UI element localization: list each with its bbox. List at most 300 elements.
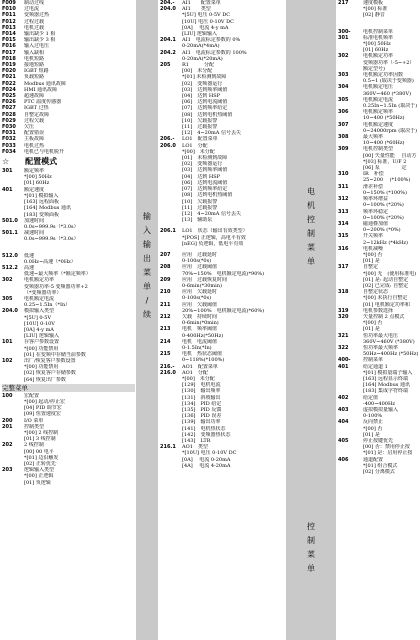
parameter-option: [09] 恒置速度宏 [24,411,61,418]
parameter-option: [01] 在变频中存储当前参数 [24,351,86,358]
parameter-name: 配置错误 [24,130,45,137]
parameter-option: 额定型号) [363,65,385,72]
parameter-option: *[01] 模拟输入 [24,192,59,199]
parameter-option: 360V~460 (*380V) [363,90,412,97]
parameter-code: 305 [338,96,349,103]
parameter-name: 电机 热状态阈值 [182,351,223,358]
parameter-name: 停止按键优先 [363,438,394,445]
vertical-label-char: 控 [307,215,315,224]
parameter-option: [00] 未分配 [182,68,213,75]
parameter-option: *[01] 未检测到故障 [182,74,227,81]
parameter-code: 309 [338,146,349,153]
parameter-name: I/O 菜单 [24,417,44,424]
parameter-option: [02] 正转优先 [24,461,56,468]
parameter-name: 接地短路 [24,62,45,69]
parameter-option: [143] LTR [182,438,211,445]
vertical-label-char: 电 [307,187,315,196]
parameter-code: 406 [338,456,349,463]
parameter-name: 加速时间 [24,217,45,224]
parameter-option: 0-6min(*30min) [182,282,222,289]
parameter-name: 出厂/恢复客户参数设置 [24,357,76,364]
parameter-option: [131] 斜坡输出 [182,394,221,401]
parameter-option: *[00] 起动/停止宏 [24,398,66,405]
parameter-option: [01] 60Hz [24,180,50,187]
parameter-name: 滑差补偿 [363,183,384,190]
parameter-name: HMI 通讯故障 [24,86,58,93]
parameter-name: 标准电机频率 [363,34,394,41]
vertical-label-char: 输 [143,240,151,249]
vertical-label-char: / [145,296,149,305]
parameter-option: [04] PID 调节宏 [24,405,62,412]
parameter-option: [02] 已完成: 自整定 [363,282,409,289]
parameter-code: 512.0 [2,252,18,259]
parameter-name: AO1 分配 [182,369,208,376]
parameter-option: *[00] 未分配 [182,375,215,382]
vertical-label-char: 菜 [307,550,315,559]
vertical-label-char: 制 [307,229,315,238]
parameter-option: 0-400Hz(*50Hz) [182,332,224,339]
parameter-name: 电机额定电流 [24,295,55,302]
parameter-code: F021 [2,74,16,81]
parameter-option: 0-20mA(*20mA) [182,55,223,62]
parameter-option: [LIU] 逻辑输入 [24,333,60,340]
parameter-name: 自整定 [363,264,379,271]
parameter-name: 电机额定功率 [24,277,55,284]
parameter-name: 电机额定功率因数 [363,72,404,79]
parameter-option: [129] 电机电流 [182,382,221,389]
parameter-name: 电机额定电压 [363,84,394,91]
parameter-option: 0-100s(*0s) [182,295,212,302]
parameter-name: 反向禁止 [363,419,384,426]
parameter-option: *[5U] 电压 0-5V DC [182,12,231,19]
parameter-option: [163] 远程显示终端 [363,375,409,382]
parameter-code: F026 [2,99,16,106]
parameter-option: [02] 恢复客户存储参数 [24,370,76,377]
parameter-option: [10U] 电压 0-10V DC [182,18,234,25]
parameter-code: 212 [160,313,171,320]
parameter-option: 低速~最大频率（*额定频率） [24,271,91,278]
parameter-code: 305 [2,295,13,302]
parameter-name: 输入过电压 [24,43,50,50]
parameter-name: AI1 配置菜单 [182,0,221,6]
parameter-name: 输出缺少 1 相 [24,31,56,38]
parameter-name: 额定频率 [24,168,45,175]
vertical-label-char: 控 [307,522,315,531]
parameter-code: 401 [2,186,13,193]
parameter-code: 101 [2,339,13,346]
parameter-code: 213 [160,326,171,333]
parameter-option: 0-6min(*0min) [182,320,219,327]
parameter-code: F029 [2,117,16,124]
parameter-option: 0~200% (*0%) [363,227,401,234]
parameter-option: *[00] 否 [363,425,383,432]
parameter-code: 206.1 [160,228,176,235]
parameter-name: 电机额定频率 [363,109,394,116]
parameter-option: [164] Modbus 通讯 [363,382,410,389]
parameter-option: 0-100% [363,413,383,420]
parameter-code: 302 [338,53,349,60]
parameter-name: 高速 [24,264,35,271]
parameter-name: 过程欠载 [24,117,45,124]
parameter-option: *[00] 正逻辑 [24,473,54,480]
parameter-name: 开关频率 [363,233,384,240]
parameter-name: 最大频率 [363,134,384,141]
parameter-option: [141] 电机热状态 [182,425,226,432]
parameter-option: [135] PID 反馈 [182,407,222,413]
parameter-code: 102 [2,357,13,364]
parameter-name: 电机额定速度 [363,121,394,128]
parameter-option: *[00] 功能禁用 [24,364,59,371]
parameter-code: 207 [160,251,171,258]
parameter-name: 过程过载 [24,18,45,25]
parameter-code: 403 [338,407,349,413]
parameter-code: 316 [338,245,349,252]
parameter-code: F011 [2,12,16,19]
parameter-option: [LIU] 逻辑输入 [182,31,218,38]
parameter-option: *[00] 功能禁用 [24,345,59,352]
parameter-option: [134] PID 给定 [182,400,222,407]
parameter-option: *[01] 是：启用停止按 [363,450,413,457]
parameter-option: [01] 是 [363,431,380,438]
parameter-code: F022 [2,80,16,87]
parameter-option: [00] 00 电平 [24,448,54,455]
parameter-option: [04] 达到 HSP [182,173,221,180]
parameter-name: 虚拟模拟量输入 [363,407,399,413]
vertical-label-char: 续 [143,310,151,319]
vertical-label-char: 制 [307,536,315,545]
parameter-code: 204.0 [160,6,176,13]
parameter-option: *[00] 未执行自整定 [363,295,408,302]
motor-control-menu-vertical-label [305,185,317,269]
parameter-code: 306 [338,109,349,116]
parameter-option: *[00] 标准 [363,6,388,13]
parameter-option: *[01] 边沿触发 [24,454,59,461]
parameter-name: 负载短路 [24,74,45,81]
parameter-code: F010 [2,6,16,13]
parameter-option: [01] 60Hz [363,47,389,54]
parameter-name: 自整定状态 [363,289,389,296]
parameter-code: 311 [338,183,349,190]
parameter-option: [13] 辅助泵 [182,217,213,224]
parameter-name: 电机 电流阈值 [182,338,218,345]
parameter-name: 控制菜单 [363,357,384,364]
parameter-code: 300- [338,28,351,35]
parameter-code: F012 [2,18,16,25]
parameter-code: 301 [338,34,349,41]
parameter-option: [01] 电机额定功率和 [363,301,410,308]
vertical-label-char: 单 [307,257,315,266]
parameter-code: F031 [2,130,16,137]
parameter-name: 减速时间 [24,230,45,237]
parameter-name: 低速 [24,252,35,259]
parameter-option: [08] 达到电机热阈值 [182,192,233,199]
parameter-code: 217 [338,0,349,6]
parameter-option: [06] 达到电流阈值 [182,99,228,106]
parameter-option: *[5U] 0-5V [24,314,52,321]
parameter-code: 204.2 [160,49,176,56]
control-menu-vertical-label [305,520,317,576]
parameter-name: 电机过热 [24,142,45,149]
parameter-option: 变频器功率（-5~+2） [363,59,415,66]
parameter-option: 360V~460V (*380V) [363,338,415,345]
parameter-name: 欠压 [24,124,35,131]
parameter-code: 200 [2,417,13,424]
parameter-name: 通道配置 [363,456,384,463]
parameter-code: 313 [338,208,349,215]
parameter-code: 204.- [160,0,175,6]
parameter-option: 50Hz~400Hz (*50Hz) [363,351,418,358]
parameter-option: 2~12kHz (*4kHz) [363,239,408,246]
parameter-option: [139] 输出功率 [182,419,221,426]
parameter-code: 204.0 [2,308,18,315]
parameter-option: [03] 达到频率阈值 [182,167,228,174]
parameter-option: 0.0s~999.9s（*3.0s） [24,236,79,243]
parameter-code: F018 [2,55,16,62]
parameter-name: 应用 过载阈值 [182,264,218,271]
parameter-option: [08] 达到电机热阈值 [182,111,233,118]
parameter-option: [03] 达到频率阈值 [182,86,228,93]
vertical-label-char: 单 [143,282,151,291]
parameter-option: [01] 未检测到故障 [182,155,228,162]
parameter-name: 自整定故障 [24,111,50,118]
parameter-option: 0.5~1 (取决于变频器) [363,78,414,85]
parameter-code: 216.0 [160,369,176,376]
parameter-code: 216.- [160,363,175,370]
parameter-code: 308 [338,134,349,141]
parameter-code: 400- [338,357,351,364]
parameter-name: 制动过线 [24,0,45,6]
parameter-option: 70%~150% 电机额定电流(*90%) [182,270,265,277]
parameter-name: LO1 状态（输出有效类型） [182,228,248,235]
parameter-option: [02] 变频器运行 [182,161,223,168]
parameter-option: [02] 分离模式 [363,469,395,476]
parameter-option: [11] 过载报警 [182,124,218,131]
parameter-code: F014 [2,31,16,38]
parameter-option: [00] 矢量性能 自动方 [363,152,417,159]
parameter-code: F027 [2,105,16,112]
parameter-option: [0A] 电流 0-20mA [182,456,231,463]
parameter-option: [163] 远程面板 [24,199,60,206]
parameter-code: 402 [338,394,349,401]
parameter-column-3 [338,0,418,640]
parameter-code: 501.1 [2,230,18,237]
parameter-name: 应用 过载延时 [182,251,218,258]
parameter-name: 恒功率最大频率 [363,344,399,351]
parameter-name: 应用 欠载延时 [182,289,218,296]
parameter-code: 310 [338,171,349,178]
parameter-option: 0~24000rpm (取决于) [363,127,418,134]
parameter-code: 321 [338,332,349,339]
parameter-name: IGBT 过热 [24,105,49,112]
parameter-option: [01] 是: 起动自整定 [363,276,409,283]
parameter-code: F009 [2,0,16,6]
vertical-label-char: 菜 [143,268,151,277]
parameter-code: 401 [338,363,349,370]
parameter-option: [01] 负逻辑 [24,479,51,486]
parameter-option: 0~150% (*100%) [363,189,407,196]
parameter-option: [07] 达到频率给定 [182,105,228,112]
parameter-name: LO1 配置菜单 [182,136,218,143]
parameter-name: LO1 分配 [182,142,208,149]
parameter-code: 320 [338,313,349,320]
parameter-code: 211 [160,301,171,308]
parameter-name: IR 补偿 [363,171,384,178]
parameter-code: 312 [338,196,349,203]
parameter-name: 变频器过热 [24,12,50,19]
parameter-name: AI1 类型 [182,6,211,13]
parameter-name: 存客户参数设置 [24,339,60,346]
parameter-code: 206.0 [160,142,176,149]
parameter-code: 405 [338,438,349,445]
parameter-option: *[01] 模拟量端子输入 [363,369,413,376]
parameter-name: 电机减噪 [363,245,384,252]
parameter-option: [142] 变频器热状态 [182,431,231,438]
parameter-code: F032 [2,136,16,143]
parameter-column-1 [2,0,135,640]
parameter-code: 319 [338,307,349,314]
parameter-option: [4A] 电流 4-20mA [182,462,231,469]
parameter-name: 给定通道 1 [363,363,388,370]
parameter-name: 模拟输入类型 [24,308,55,315]
parameter-option: *[03] 标准，U/F 2 [363,158,407,165]
parameter-option: [12] 4~20mA 信号丢失 [182,210,241,217]
parameter-option: [11] 过载报警 [182,204,218,211]
parameter-name: 控制类型 [24,423,45,430]
parameter-option: 0.0Hz~高速（*0Hz） [24,258,76,265]
parameter-option: 0-1.5In(*In) [182,344,212,351]
parameter-name: PTC 温度传感器 [24,99,62,106]
parameter-code: 215 [160,351,171,358]
parameter-name: 额定速度 [24,186,45,193]
parameter-code: F019 [2,62,16,69]
parameter-name: 电机参数选择 [363,307,394,314]
parameter-option: [01] 3 线控制 [24,436,56,443]
parameter-option: *[00] 否 [363,251,383,258]
vertical-label-char: 单 [307,564,315,573]
parameter-name: 磁通叠加值 [363,220,389,227]
parameter-name: 电机控制类型 [363,146,394,153]
parameter-option: [07] 达到频率给定 [182,186,228,193]
parameter-code: F024 [2,86,16,93]
parameter-code: F015 [2,37,16,44]
parameter-option: [12] 4~20mA 信号丢失 [182,130,241,137]
parameter-name: 欠载 持续时间 [182,313,218,320]
parameter-code: F013 [2,24,16,31]
parameter-option: [183] 变频面板 [24,211,60,218]
vertical-label-char: 输 [143,212,151,221]
io-menu-vertical-label [141,210,153,322]
parameter-name: 恒功率最大电压 [363,332,399,339]
parameter-code: 216.1 [160,444,176,451]
parameter-code: 214 [160,338,171,345]
parameter-code: 100 [2,392,13,399]
parameter-option: *[POS] 正逻辑，高电平有效 [182,234,246,241]
parameter-name: 应用 欠载阈值 [182,301,218,308]
parameter-name: 2 线控制 [24,442,44,449]
parameter-code: 208 [160,264,171,271]
parameter-option: [183] 集成字符终端 [363,388,409,395]
parameter-code: 204.1 [160,37,176,44]
parameter-option: [130] 输出频率 [182,388,221,395]
parameter-name: 给定值 [363,394,379,401]
parameter-option: *[00] 无 (使用标准电) [363,270,417,277]
parameter-code: 317 [338,264,349,271]
vertical-label-char: 出 [143,254,151,263]
parameter-code: 202 [2,442,13,449]
parameter-option: 0.0s~999.9s（*3.0s） [24,223,79,230]
parameter-name: 电机短路 [24,55,45,62]
parameter-code: F034 [2,148,16,155]
parameter-name: R1 分配 [182,62,214,69]
parameter-code: F030 [2,124,16,131]
parameter-option: [00] 否：禁用停止按 [363,444,410,451]
parameter-option: [06] 达到电流阈值 [182,179,228,186]
parameter-name: 频率环稳定 [363,208,389,215]
parameter-code: 304 [338,84,349,91]
parameter-option: 25~200 (*100%) [363,177,411,184]
parameter-option: [01] 是 [363,258,380,265]
parameter-code: 205 [160,62,171,69]
parameter-name: 速度模板 [363,0,384,6]
parameter-option: [0A] 电流 4-y mA [182,24,229,31]
parameter-name: Modbus 通讯故障 [24,80,66,87]
parameter-code: F028 [2,111,16,118]
vertical-label-char: 菜 [307,243,315,252]
parameter-name: 超速故障 [24,93,45,100]
parameter-option: 10~400 (*50Hz) [363,115,405,122]
parameter-option: [136] PID 误差 [182,413,222,420]
vertical-label-char: 机 [307,201,315,210]
parameter-option: 0-20mA(*4mA) [182,43,220,50]
parameter-code: 512.2 [2,264,18,271]
parameter-row [2,149,135,155]
parameter-code: 301 [2,168,13,175]
parameter-option: 0~118%(*100%) [182,357,225,364]
parameter-option: *[00] 未分配 [182,148,215,155]
parameter-code: 210 [160,289,171,296]
parameter-code: 501.0 [2,217,18,224]
parameter-option: [nEG] 负逻辑，低电平有效 [182,240,244,247]
parameter-code: 404 [338,419,349,426]
parameter-option: *[00] 2 线控制 [24,430,59,436]
parameter-name: 电机额定电流 [363,96,394,103]
parameter-name: 过电流 [24,6,40,13]
parameter-option: 10~400 (*60Hz) [363,140,405,147]
parameter-option: 0-100s(*0s) [182,258,212,265]
parameter-column-2 [160,0,284,640]
parameter-code: 307 [338,121,349,128]
parameter-name: 逻辑输入类型 [24,467,55,474]
parameter-name: 电机过载 [24,24,45,31]
parameter-name: 频率环增益 [363,196,389,203]
parameter-option: *[10U] 电压 0-10V DC [182,450,237,457]
parameter-option: [0A] 4-y mA [24,326,54,333]
parameter-code: 203 [2,467,13,474]
parameter-name: 电机控制菜单 [363,28,394,35]
parameter-name: 输入缺相 [24,49,45,56]
parameter-option: [02] 变频器运行 [182,80,223,87]
parameter-code: 322 [338,344,349,351]
parameter-code: 318 [338,289,349,296]
parameter-option: （*变频器功率） [24,289,62,296]
parameter-code: 303 [338,72,349,79]
parameter-option: [10] 欠载报警 [182,117,218,124]
parameter-name: AI1 电流标定参数的 0% [182,37,241,44]
parameter-option: *[00] 50Hz [24,174,52,181]
parameter-code: F020 [2,68,16,75]
parameter-option: [10] 欠载报警 [182,198,218,205]
section-header: 完整菜单 [2,384,135,392]
